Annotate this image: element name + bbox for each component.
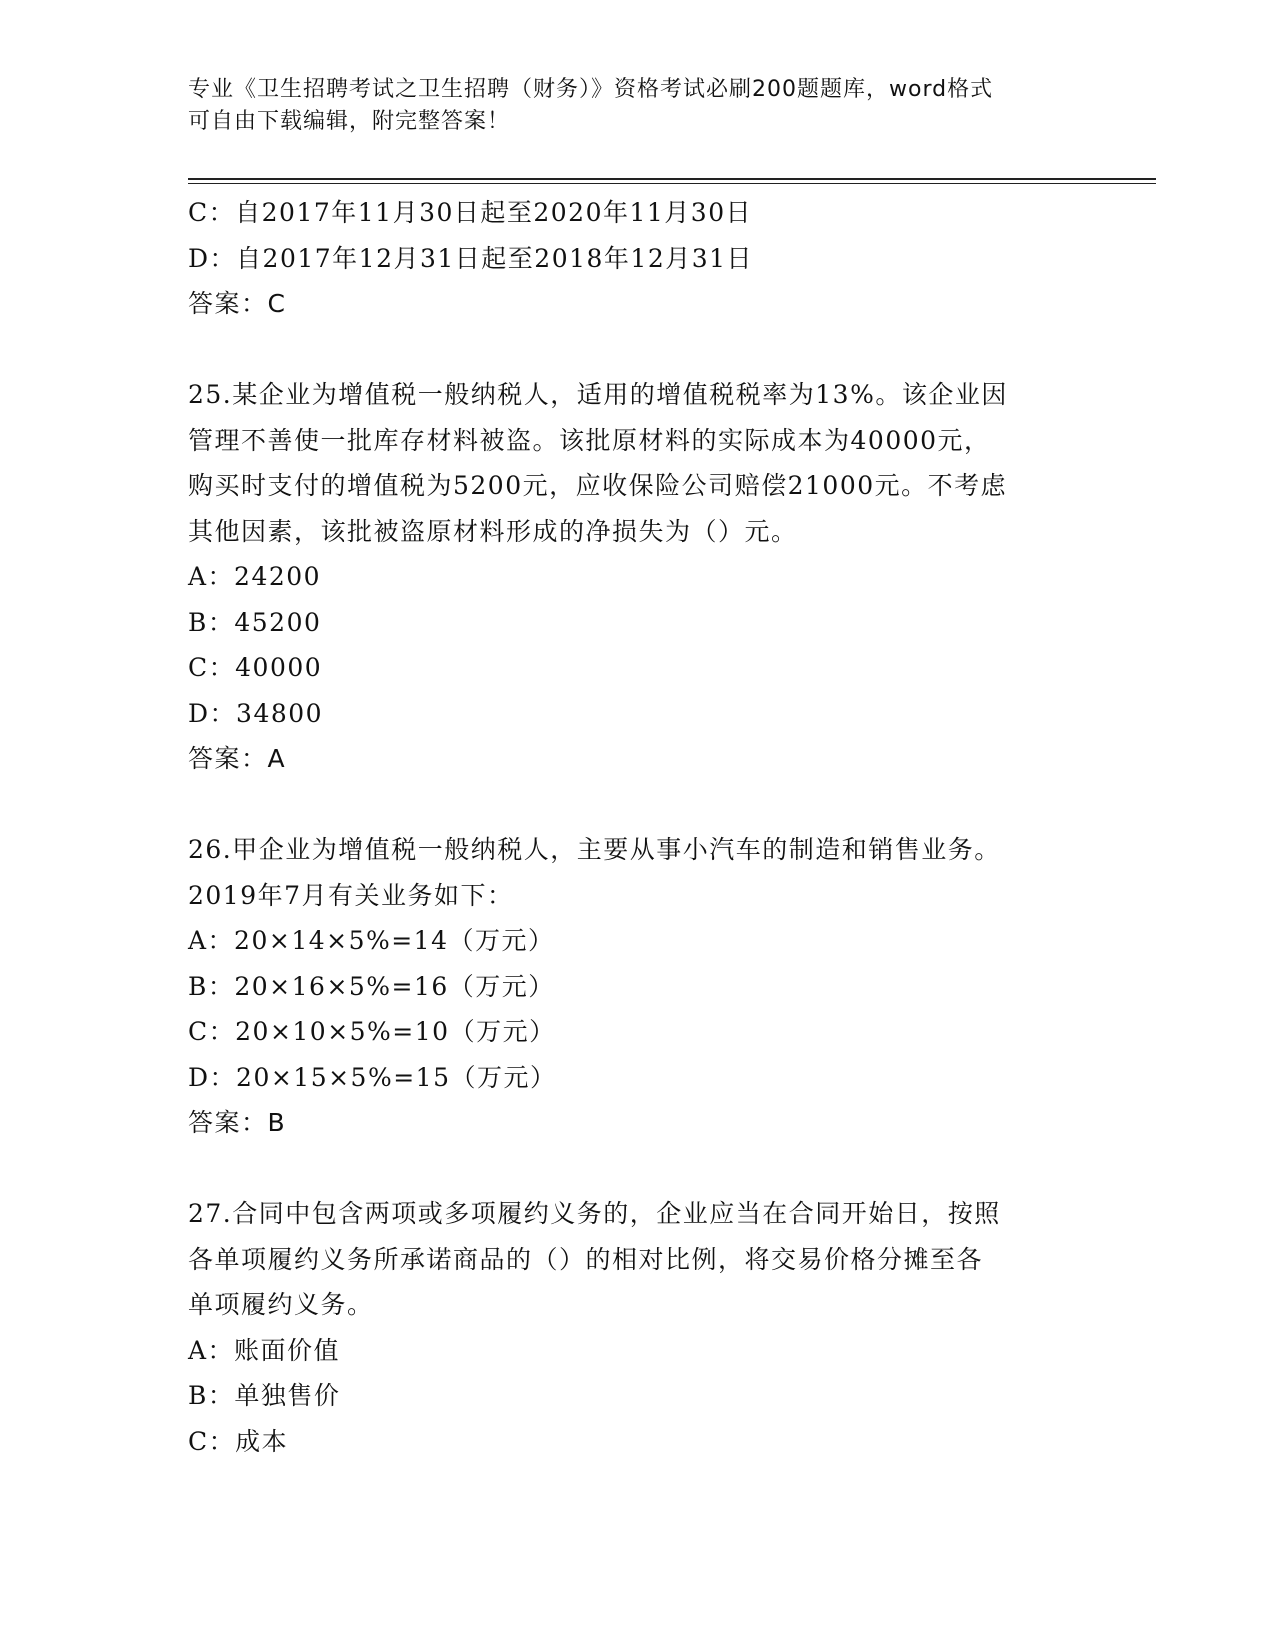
answer: 答案：A bbox=[188, 744, 287, 773]
option-c: C：成本 bbox=[188, 1426, 289, 1456]
previous-question bbox=[188, 190, 1088, 327]
spacer bbox=[188, 1146, 1088, 1192]
question-line: 27.合同中包含两项或多项履约义务的，企业应当在合同开始日，按照 bbox=[188, 1199, 1001, 1228]
question-25 bbox=[188, 372, 1088, 782]
question-27 bbox=[188, 1191, 1088, 1464]
option-d: D：34800 bbox=[188, 698, 324, 728]
question-line: 其他因素，该批被盗原材料形成的净损失为（）元。 bbox=[188, 516, 798, 546]
option-a: A：20×14×5%=14（万元） bbox=[188, 926, 555, 955]
question-line: 25.某企业为增值税一般纳税人，适用的增值税税率为13%。该企业因 bbox=[188, 380, 1008, 409]
document-header bbox=[188, 74, 1088, 138]
answer: 答案：C bbox=[188, 289, 287, 318]
option-d: D：20×15×5%=15（万元） bbox=[188, 1062, 557, 1092]
option-b: B：单独售价 bbox=[188, 1381, 341, 1410]
option-c: C：20×10×5%=10（万元） bbox=[188, 1017, 556, 1046]
header-divider-bottom bbox=[188, 183, 1156, 184]
spacer bbox=[188, 782, 1088, 828]
option-d: D：自2017年12月31日起至2018年12月31日 bbox=[188, 243, 754, 273]
header-line-1: 专业《卫生招聘考试之卫生招聘（财务）》资格考试必刷200题题库，word格式 bbox=[188, 77, 994, 102]
option-c: C：40000 bbox=[188, 653, 323, 682]
answer: 答案：B bbox=[188, 1108, 287, 1137]
question-line: 2019年7月有关业务如下： bbox=[188, 880, 514, 910]
option-a: A：账面价值 bbox=[188, 1335, 341, 1365]
question-26 bbox=[188, 827, 1088, 1146]
question-line: 管理不善使一批库存材料被盗。该批原材料的实际成本为40000元， bbox=[188, 425, 991, 455]
option-b: B：20×16×5%=16（万元） bbox=[188, 971, 555, 1001]
document-body bbox=[188, 190, 1088, 1464]
spacer bbox=[188, 327, 1088, 373]
header-line-2: 可自由下载编辑，附完整答案！ bbox=[188, 109, 511, 134]
question-line: 26.甲企业为增值税一般纳税人，主要从事小汽车的制造和销售业务。 bbox=[188, 835, 1001, 864]
option-a: A：24200 bbox=[188, 562, 322, 591]
option-b: B：45200 bbox=[188, 607, 322, 637]
question-line: 购买时支付的增值税为5200元，应收保险公司赔偿21000元。不考虑 bbox=[188, 471, 1008, 500]
header-divider-top bbox=[188, 178, 1156, 180]
option-c: C：自2017年11月30日起至2020年11月30日 bbox=[188, 198, 753, 227]
question-line: 各单项履约义务所承诺商品的（）的相对比例，将交易价格分摊至各 bbox=[188, 1244, 984, 1274]
question-line: 单项履约义务。 bbox=[188, 1290, 374, 1319]
